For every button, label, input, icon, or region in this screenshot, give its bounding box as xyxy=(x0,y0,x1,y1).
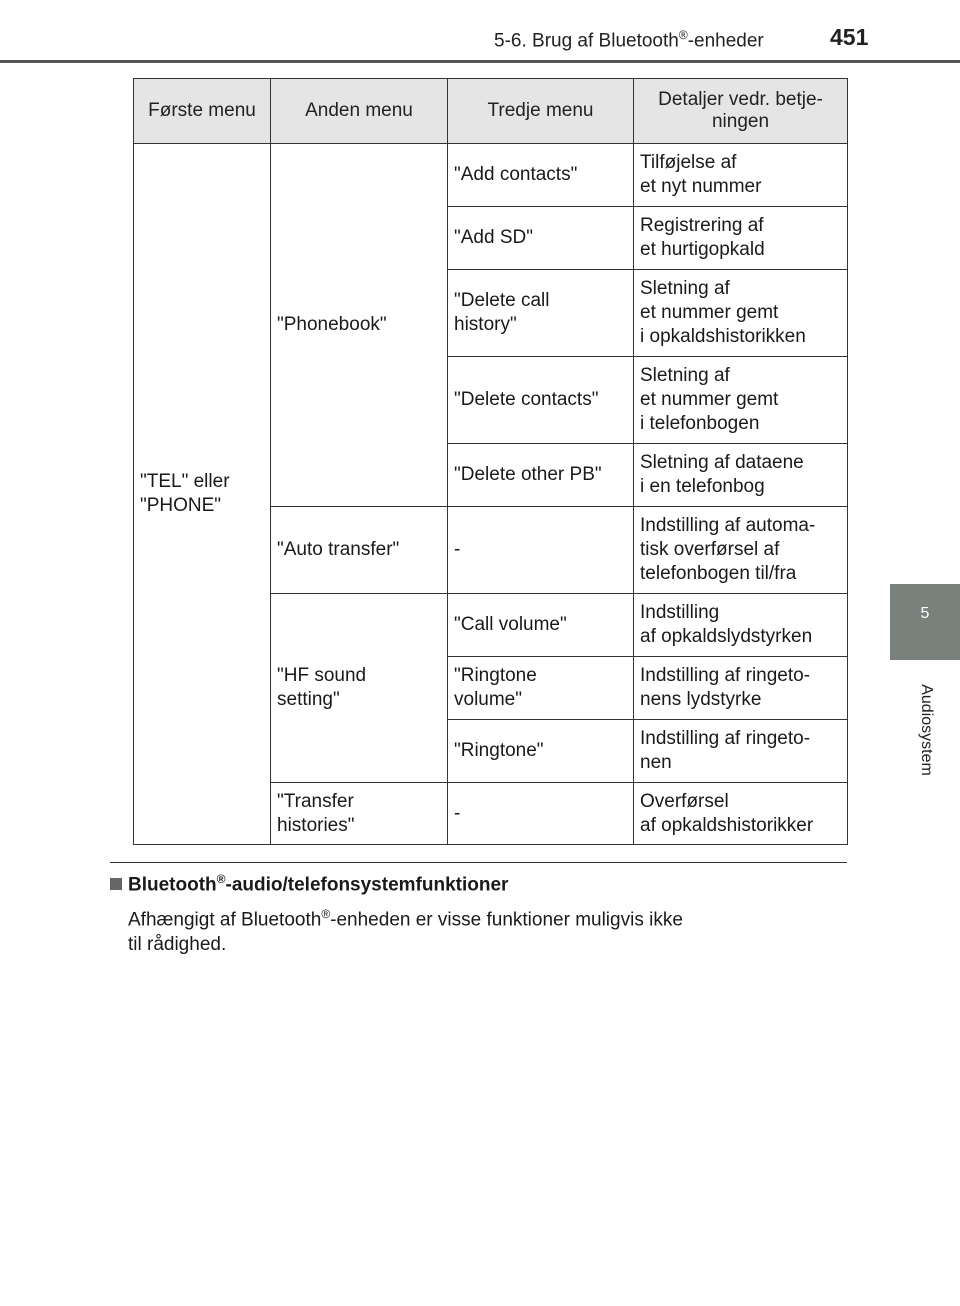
section-heading-suffix: -audio/telefonsystemfunktioner xyxy=(225,874,509,896)
detail-cell: Indstilling af automa- tisk overførsel af telefonbogen til/fra xyxy=(634,507,848,594)
third-menu-cell: "Ringtone" xyxy=(448,720,634,783)
third-menu-cell: - xyxy=(448,507,634,594)
chapter-tab: 5 xyxy=(890,584,960,660)
section-body-suffix: -enheden er visse funktioner muligvis ikke til rådighed. xyxy=(128,909,683,956)
detail-cell: Sletning af dataene i en telefonbog xyxy=(634,444,848,507)
column-header-third-menu: Tredje menu xyxy=(448,79,634,144)
third-menu-cell: - xyxy=(448,783,634,845)
chapter-label xyxy=(892,660,960,800)
registered-mark: ® xyxy=(216,872,226,886)
table-header-row xyxy=(134,79,848,144)
column-header-first-menu: Første menu xyxy=(134,79,271,144)
detail-cell: Indstilling af ringeto- nens lydstyrke xyxy=(634,657,848,720)
third-menu-cell: "Delete contacts" xyxy=(448,357,634,444)
first-menu-cell: "TEL" eller "PHONE" xyxy=(134,144,271,845)
detail-cell: Registrering af et hurtigopkald xyxy=(634,207,848,270)
menu-table xyxy=(133,78,848,845)
detail-cell: Tilføjelse af et nyt nummer xyxy=(634,144,848,207)
section-heading xyxy=(110,872,508,896)
column-header-second-menu: Anden menu xyxy=(271,79,448,144)
second-menu-transfer-histories: "Transfer histories" xyxy=(271,783,448,845)
section-body xyxy=(128,902,768,957)
chapter-label-text: Audiosystem xyxy=(918,684,935,776)
square-bullet-icon xyxy=(110,878,122,890)
second-menu-hf-sound: "HF sound setting" xyxy=(271,594,448,783)
second-menu-phonebook: "Phonebook" xyxy=(271,144,448,507)
third-menu-cell: "Delete call history" xyxy=(448,270,634,357)
third-menu-cell: "Add SD" xyxy=(448,207,634,270)
detail-cell: Indstilling af opkaldslydstyrken xyxy=(634,594,848,657)
detail-cell: Sletning af et nummer gemt i opkaldshistorikken xyxy=(634,270,848,357)
page-header xyxy=(0,0,960,62)
header-title-suffix: -enheder xyxy=(687,30,764,52)
third-menu-cell: "Ringtone volume" xyxy=(448,657,634,720)
registered-mark: ® xyxy=(678,28,688,42)
third-menu-cell: "Add contacts" xyxy=(448,144,634,207)
header-divider xyxy=(0,60,960,63)
header-title-text: 5-6. Brug af Bluetooth xyxy=(494,30,679,52)
detail-cell: Sletning af et nummer gemt i telefonbogen xyxy=(634,357,848,444)
detail-cell: Overførsel af opkaldshistorikker xyxy=(634,783,848,845)
table-row xyxy=(134,144,848,207)
header-title xyxy=(494,28,764,52)
section-divider xyxy=(110,862,847,863)
page-number: 451 xyxy=(830,24,869,50)
detail-cell: Indstilling af ringeto- nen xyxy=(634,720,848,783)
second-menu-auto-transfer: "Auto transfer" xyxy=(271,507,448,594)
column-header-details: Detaljer vedr. betje- ningen xyxy=(634,79,848,144)
registered-mark: ® xyxy=(321,907,331,921)
third-menu-cell: "Delete other PB" xyxy=(448,444,634,507)
third-menu-cell: "Call volume" xyxy=(448,594,634,657)
section-heading-text: Bluetooth xyxy=(128,874,217,896)
section-body-text: Afhængigt af Bluetooth xyxy=(128,909,322,931)
